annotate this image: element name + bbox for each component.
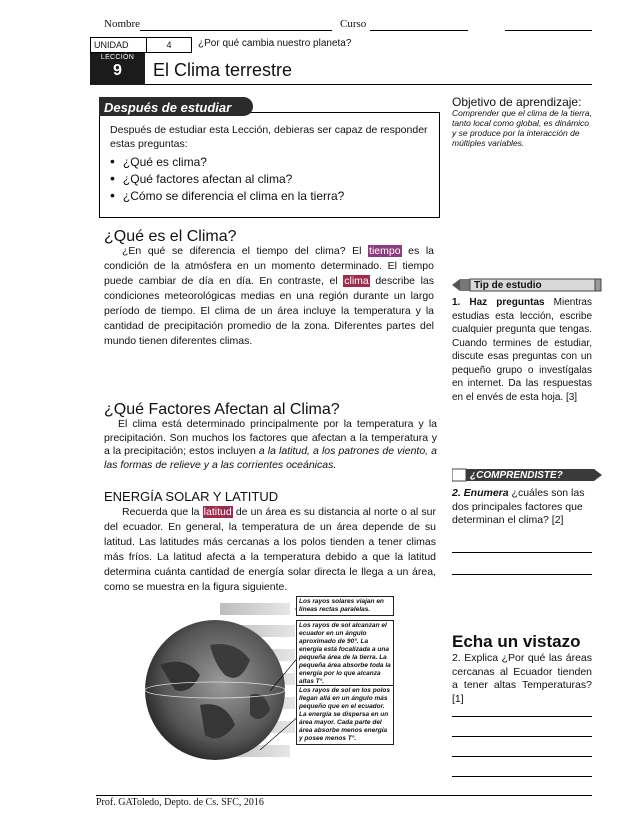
footer-credit: Prof. GAToledo, Depto. de Cs. SFC, 2016 — [96, 797, 264, 808]
answer-line[interactable] — [452, 574, 592, 575]
nombre-label: Nombre — [104, 18, 141, 30]
section-paragraph-clima: ¿En qué se diferencia el tiempo del clima? El tiempo es la condición de la atmósfera en un momento determinado. El tiempo puede cambiar de día en día. En contraste, el clima describe las condiciones meteorológicas medias en una región durante un largo período de tiempo. El clima de un área incluye la temperatura y la cantidad de precipitación promedio de la zona. Diferentes partes del mundo tienen diferentes climas. — [104, 245, 434, 347]
curso-field[interactable] — [370, 30, 468, 31]
tip-text: 1. Haz preguntas Mientras estudias esta lección, escribe cualquier pregunta que tengas. Cuando termines de estudiar, discute esas preguntas con un pequeño grupo o investígalas en internet. Da las respuestas en el envés de esta hoja. [3] — [452, 297, 592, 403]
highlight-tiempo: tiempo — [369, 245, 401, 257]
section-heading-energia: ENERGÍA SOLAR Y LATITUD — [104, 489, 279, 504]
study-tab: Después de estudiar — [99, 97, 253, 116]
highlight-latitud: latitud — [203, 506, 232, 518]
answer-line[interactable] — [452, 756, 592, 757]
lesson-label: LECCIÓN — [100, 54, 135, 61]
unit-label: UNIDAD — [91, 38, 147, 52]
lesson-number: 9 — [113, 62, 122, 79]
unit-question: ¿Por qué cambia nuestro planeta? — [198, 38, 352, 49]
caption-equator: Los rayos de sol alcanzan el ecuador en un ángulo aproximado de 90°. La energía está focalizada a una pequeña área de la tierra. La pequeña área absorbe toda la energía por lo que alcanza altas T°. — [296, 620, 394, 688]
objective-title: Objetivo de aprendizaje: — [452, 95, 582, 109]
bullet-icon: • — [110, 187, 115, 203]
caption-poles: Los rayos de sol en los polos llegan allá en un ángulo más pequeño que en el ecuador. La energía se dispersa en un área mayor. Cada parte del área absorbe menos energía y posee menos T°. — [296, 685, 394, 745]
study-question: • ¿Cómo se diferencia el clima en la tierra? — [110, 187, 345, 203]
study-question: • ¿Qué factores afectan al clima? — [110, 170, 293, 186]
section-paragraph-factores: El clima está determinado principalmente por la temperatura y la precipitación. Son muchos los factores que afectan a la temperatura y a la precipitación; estos incluyen a la latitud, a los patrones de viento, a las formas de relieve y a las corrientes oceánicas. — [104, 418, 437, 471]
tip-label: Tip de estudio — [474, 280, 542, 291]
section-paragraph-energia: Recuerda que la latitud de un área es su distancia al norte o al sur del ecuador. En general, la temperatura de un área depende de su latitud. Las latitudes más cercanas a los polos tienden a tener climas más fríos. La latitud afecta a la temperatura debido a que la latitud determina cuánta cantidad de energía solar directa le llega a un área, como se muestra en la figura siguiente. — [104, 506, 436, 593]
highlight-clima: clima — [344, 275, 369, 287]
unit-number: 4 — [166, 40, 172, 50]
study-question: • ¿Qué es clima? — [110, 153, 207, 169]
lesson-box — [90, 53, 145, 85]
answer-line[interactable] — [452, 736, 592, 737]
footer-divider — [96, 795, 592, 796]
answer-line[interactable] — [452, 552, 592, 553]
objective-text: Comprender que el clima de la tierra, tanto local como global, es dinámico y se produce por la interacción de múltiples variables. — [452, 108, 592, 148]
blank-field[interactable] — [505, 30, 592, 31]
title-divider — [145, 84, 592, 85]
page-title: El Clima terrestre — [153, 60, 293, 80]
answer-line[interactable] — [452, 716, 592, 717]
comprendiste-label: ¿COMPRENDISTE? — [470, 470, 563, 481]
answer-line[interactable] — [452, 776, 592, 777]
bullet-icon: • — [110, 170, 115, 186]
unit-box — [90, 37, 192, 53]
vistazo-text: 2. Explica ¿Por qué las áreas cercanas al Ecuador tienden a tener altas Temperaturas? [1] — [452, 652, 592, 705]
curso-label: Curso — [340, 18, 367, 30]
vistazo-title: Echa un vistazo — [452, 632, 581, 651]
bullet-icon: • — [110, 153, 115, 169]
section-heading-clima: ¿Qué es el Clima? — [104, 228, 237, 245]
comprendiste-text: 2. Enumera ¿cuáles son las dos principales factores que determinan el clima? [2] — [452, 487, 585, 526]
nombre-field[interactable] — [140, 30, 332, 31]
section-heading-factores: ¿Qué Factores Afectan al Clima? — [104, 401, 340, 418]
study-intro: Después de estudiar esta Lección, debieras ser capaz de responder estas preguntas: — [110, 124, 428, 150]
caption-parallel-rays: Los rayos solares viajan en líneas rectas paralelas. — [296, 596, 394, 616]
